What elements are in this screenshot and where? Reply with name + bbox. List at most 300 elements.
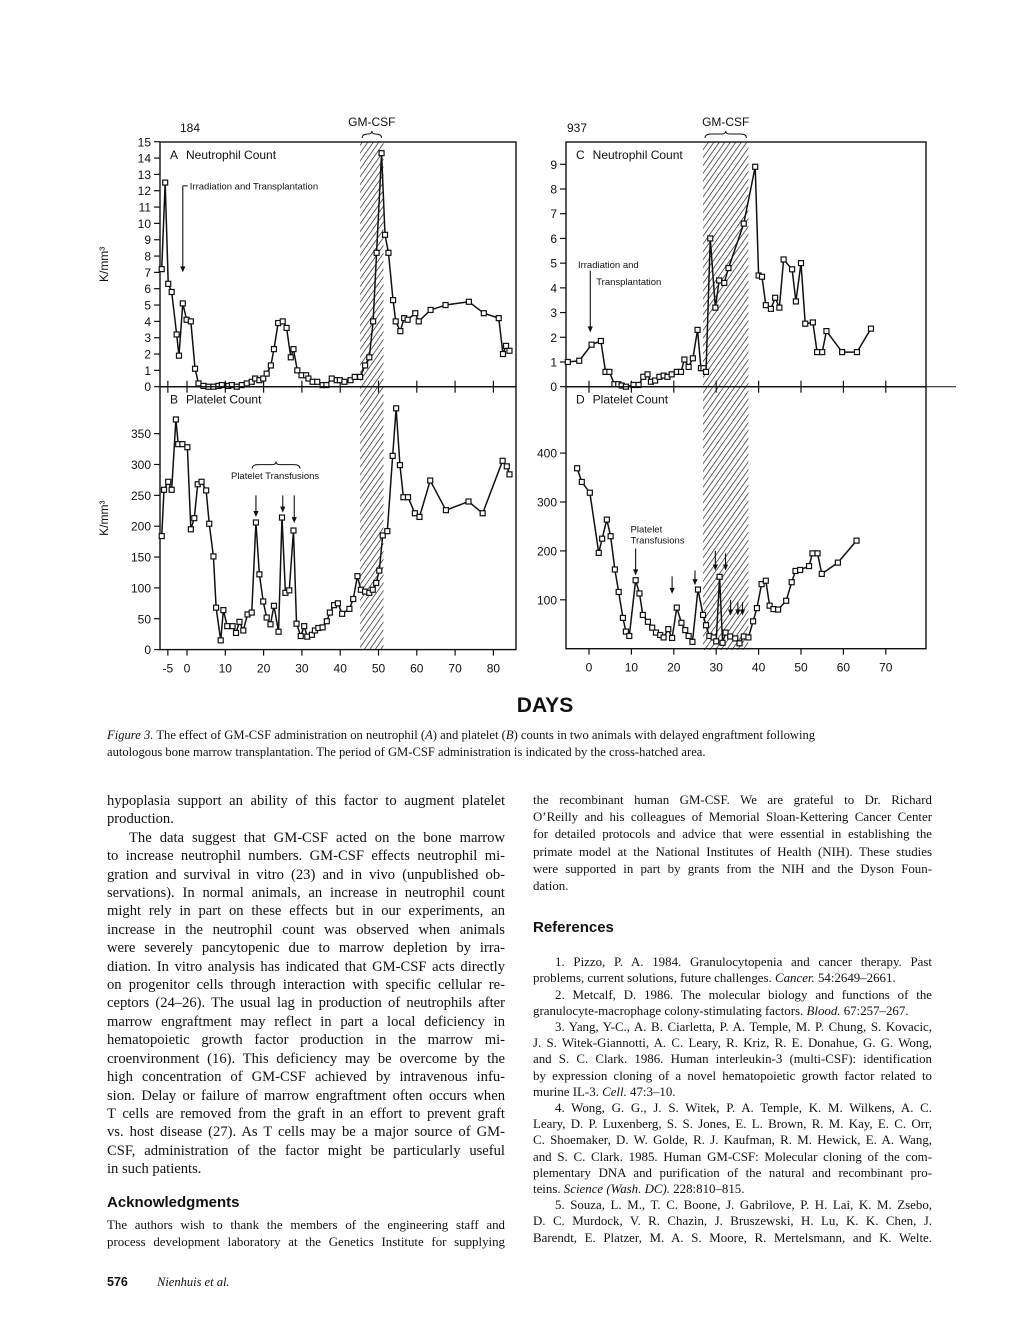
data-point	[645, 619, 650, 624]
data-point	[695, 327, 700, 332]
y-tick-label: 1	[144, 363, 151, 378]
data-point	[173, 417, 178, 422]
paragraph	[107, 792, 505, 829]
data-point	[280, 319, 285, 324]
animal-id: 184	[180, 121, 201, 135]
text-run: 228:810–815.	[670, 1182, 745, 1197]
data-point	[815, 350, 820, 355]
data-point	[298, 634, 303, 639]
text-line	[533, 826, 932, 843]
annotation-label: Platelet Transfusions	[230, 471, 320, 483]
data-point	[218, 638, 223, 643]
annotation-label: Irradiation and	[577, 259, 639, 271]
y-tick-label: 7	[550, 207, 557, 222]
text-line	[533, 878, 932, 895]
italic-text: Science (Wash. DC).	[563, 1182, 670, 1197]
x-tick-label: 60	[836, 660, 851, 675]
data-point	[633, 578, 638, 583]
text-line	[107, 866, 505, 884]
data-point	[443, 508, 448, 513]
caption-line	[107, 744, 907, 761]
data-point	[565, 359, 570, 364]
data-point	[347, 606, 352, 611]
annotation-label: Platelet	[630, 524, 663, 536]
text-run: and S. C. Clark. 1985. Human GM-CSF: Molecular cloning of the com-	[533, 1149, 932, 1164]
data-point	[737, 641, 742, 646]
text-run: Barendt, E. Platzer, M. A. S. Moore, R. Mertelsmann, and K. Welte.	[533, 1230, 932, 1245]
data-point	[391, 298, 396, 303]
data-point	[713, 305, 718, 310]
text-run: plementary DNA and purification of the natural and recombinant pro-	[533, 1165, 932, 1180]
data-point	[575, 466, 580, 471]
y-tick-label: 2	[550, 330, 557, 345]
panel-title-D	[576, 393, 669, 407]
data-point	[753, 164, 758, 169]
y-tick-label: 6	[144, 282, 151, 297]
data-point	[759, 274, 764, 279]
y-tick-label: 400	[536, 446, 557, 461]
y-tick-label: 5	[550, 256, 557, 271]
text-run: granulocyte-macrophage colony-stimulating factors.	[533, 1003, 807, 1018]
text-run: were supported in part by grants from the NIH and the Dyson Foun-	[533, 861, 932, 876]
text-run: The authors wish to thank the members of the engineering staff and	[107, 1217, 505, 1232]
transfusion-brace	[252, 462, 300, 469]
data-point	[192, 516, 197, 521]
reference-entry	[533, 954, 932, 986]
data-point	[854, 350, 859, 355]
data-point	[264, 371, 269, 376]
text-line	[533, 1213, 932, 1229]
text-line	[107, 994, 505, 1012]
data-point	[810, 320, 815, 325]
text-run: autologous bone marrow transplantation. The period of GM-CSF administration is indicated by the cross-hatched area.	[107, 745, 706, 759]
data-point	[840, 350, 845, 355]
data-point	[443, 303, 448, 308]
data-point	[661, 635, 666, 640]
text-line	[533, 1068, 932, 1084]
italic-text: Cancer.	[775, 971, 815, 986]
data-point	[249, 610, 254, 615]
data-point	[640, 612, 645, 617]
text-run: The effect of GM-CSF administration on neutrophil (	[153, 728, 426, 742]
reference-entry	[533, 1100, 932, 1197]
data-point	[302, 624, 307, 629]
y-tick-label: 4	[550, 281, 557, 296]
text-run: murine IL-3.	[533, 1084, 603, 1099]
running-author: Nienhuis et al.	[156, 1275, 230, 1289]
text-line	[107, 847, 505, 865]
text-run: O’Reilly and his colleagues of Memorial Sloan-Kettering Cancer Center	[533, 810, 932, 825]
panel-letter: C	[576, 148, 585, 162]
data-point	[754, 606, 759, 611]
data-point	[690, 639, 695, 644]
data-point	[417, 514, 422, 519]
text-line	[533, 1084, 932, 1100]
y-tick-label: 350	[130, 427, 151, 442]
y-tick-label: 10	[137, 216, 151, 231]
data-point	[741, 221, 746, 226]
data-point	[291, 347, 296, 352]
data-point	[627, 633, 632, 638]
y-tick-label: 0	[144, 643, 151, 658]
data-point	[674, 605, 679, 610]
data-point	[690, 356, 695, 361]
data-point	[728, 634, 733, 639]
data-point	[481, 311, 486, 316]
text-run: 67:257–267.	[840, 1003, 909, 1018]
text-line	[533, 844, 932, 861]
text-run: marrow engraftment may reflect in part a local deficiency in	[107, 1013, 505, 1030]
y-tick-label: 4	[144, 314, 151, 329]
x-tick-label: 70	[448, 661, 462, 676]
data-point	[176, 353, 181, 358]
x-tick-label: 80	[486, 661, 501, 676]
data-point	[598, 338, 603, 343]
data-point	[405, 317, 410, 322]
data-point	[722, 280, 727, 285]
caption-line	[107, 727, 907, 744]
y-tick-label: 100	[536, 593, 557, 608]
data-point	[704, 623, 709, 628]
data-point	[351, 597, 356, 602]
data-point	[214, 605, 219, 610]
text-line	[107, 810, 505, 828]
data-point	[717, 278, 722, 283]
data-point	[261, 599, 266, 604]
x-tick-label: 30	[295, 661, 309, 676]
irradiation-arrow-head	[180, 266, 185, 272]
x-tick-label: 60	[410, 661, 424, 676]
paragraph	[107, 829, 505, 1179]
y-tick-label: 100	[130, 581, 151, 596]
data-point	[682, 357, 687, 362]
y-tick-label: 1	[550, 355, 557, 370]
text-run: The data suggest that GM-CSF acted on the bone marrow	[129, 829, 505, 846]
data-point	[701, 612, 706, 617]
gmcsf-hatched-period	[703, 142, 748, 650]
text-line	[533, 987, 932, 1003]
data-point	[726, 266, 731, 271]
data-point	[500, 458, 505, 463]
data-point	[390, 453, 395, 458]
data-point	[587, 490, 592, 495]
data-point	[315, 379, 320, 384]
data-point	[358, 374, 363, 379]
paragraph	[533, 792, 932, 895]
text-run: 2. Metcalf, D. 1986. The molecular biology and functions of the	[555, 987, 932, 1002]
panel-frame-A	[160, 142, 516, 387]
gmcsf-brace	[705, 131, 746, 138]
gmcsf-label: GM-CSF	[702, 115, 750, 129]
panel-title-A	[170, 148, 277, 162]
text-run: by expression cloning of a novel hematopoietic growth factor related to	[533, 1068, 932, 1083]
data-point	[507, 472, 512, 477]
data-point	[733, 636, 738, 641]
panel-title-text: Neutrophil Count	[186, 148, 277, 162]
data-point	[776, 607, 781, 612]
data-point	[284, 325, 289, 330]
text-run: 1. Pizzo, P. A. 1984. Granulocytopenia and cancer therapy. Past	[555, 955, 932, 970]
y-tick-label: 5	[144, 298, 151, 313]
data-point	[230, 624, 235, 629]
text-run: croenvironment (16). This deficiency may be overcome by the	[107, 1050, 505, 1067]
data-point	[720, 640, 725, 645]
y-tick-label: 13	[137, 167, 151, 182]
x-tick-label: -5	[162, 661, 174, 676]
text-line	[107, 884, 505, 902]
data-point	[466, 299, 471, 304]
text-line	[107, 1068, 505, 1086]
data-point	[324, 619, 329, 624]
panel-title-text: Platelet Count	[592, 392, 669, 407]
annotation-label: Irradiation and Transplantation	[189, 181, 319, 193]
transfusion-arrow-head	[588, 326, 593, 332]
y-tick-label: 9	[144, 233, 151, 248]
text-line	[107, 1105, 505, 1123]
data-point	[773, 295, 778, 300]
data-point	[763, 578, 768, 583]
data-point	[221, 608, 226, 613]
y-tick-label: 7	[144, 265, 151, 280]
data-point	[799, 261, 804, 266]
data-point	[577, 358, 582, 363]
paragraph	[107, 1217, 505, 1251]
data-point	[669, 372, 674, 377]
text-line	[107, 958, 505, 976]
data-point	[188, 319, 193, 324]
data-point	[686, 633, 691, 638]
text-line	[107, 976, 505, 994]
data-point	[169, 289, 174, 294]
data-point	[394, 406, 399, 411]
x-tick-label: 0	[183, 661, 191, 676]
data-point	[589, 342, 594, 347]
data-point	[264, 615, 269, 620]
data-point	[504, 343, 509, 348]
data-point	[798, 567, 803, 572]
panel-letter: B	[170, 392, 179, 407]
x-tick-label: 20	[256, 661, 271, 676]
text-line	[533, 1116, 932, 1132]
text-run: high concentration of GM-CSF achieved by intravenous infu-	[107, 1069, 505, 1086]
data-point	[428, 307, 433, 312]
italic-text: B	[505, 728, 514, 742]
data-point	[650, 625, 655, 630]
panel-letter: A	[170, 148, 179, 162]
text-line	[107, 1234, 505, 1251]
y-tick-label: 3	[144, 331, 151, 346]
x-tick-label: 0	[585, 660, 593, 675]
data-point	[363, 363, 368, 368]
data-point	[704, 369, 709, 374]
data-point	[683, 628, 688, 633]
text-run: T cells are removed from the graft in an effort to prevent graft	[107, 1105, 505, 1122]
data-point	[201, 383, 206, 388]
text-line	[107, 1217, 505, 1234]
data-point	[666, 627, 671, 632]
data-point	[271, 603, 276, 608]
data-point	[268, 622, 273, 627]
text-line	[107, 902, 505, 920]
y-tick-label: 3	[550, 306, 557, 321]
text-run: teins.	[533, 1182, 564, 1197]
data-point	[287, 588, 292, 593]
text-line	[533, 809, 932, 826]
data-point	[320, 625, 325, 630]
text-run: for detailed protocols and advice that were essential in establishing the	[533, 827, 932, 842]
data-point	[234, 630, 239, 635]
page-number: 576	[107, 1275, 128, 1289]
data-point	[763, 303, 768, 308]
data-point	[374, 580, 379, 585]
text-run: might rely in part on these effects but in our experiments, an	[107, 903, 505, 920]
text-run: vs. host disease (27). As T cells may be a major source of GM-	[107, 1124, 505, 1141]
text-run: 5. Souza, L. M., T. C. Boone, J. Gabrilove, P. H. Lai, K. M. Zsebo,	[555, 1198, 932, 1213]
text-run: dation.	[533, 879, 569, 894]
data-point	[393, 319, 398, 324]
data-point	[596, 550, 601, 555]
text-line	[533, 1181, 932, 1197]
data-point	[385, 529, 390, 534]
y-axis-label: K/mm³	[97, 500, 111, 536]
data-point	[824, 329, 829, 334]
left-text-column	[107, 792, 505, 1251]
text-run: hypoplasia support an ability of this factor to augment platelet	[107, 793, 505, 809]
data-point	[211, 554, 216, 559]
data-point	[268, 363, 273, 368]
text-line	[107, 1013, 505, 1031]
y-tick-label: 12	[137, 184, 151, 199]
text-run: production.	[107, 811, 174, 828]
data-point	[416, 319, 421, 324]
text-line	[533, 1132, 932, 1148]
data-point	[637, 591, 642, 596]
y-tick-label: 14	[137, 151, 151, 166]
data-point	[768, 306, 773, 311]
text-line	[533, 1197, 932, 1213]
data-point	[810, 551, 815, 556]
data-point	[379, 151, 384, 156]
y-tick-label: 8	[144, 249, 151, 264]
data-point	[294, 621, 299, 626]
data-point	[180, 442, 185, 447]
panel-letter: D	[576, 392, 585, 407]
text-run: increase in the neutrophil count was observed when animals	[107, 921, 505, 938]
data-point	[854, 538, 859, 543]
data-point	[253, 520, 258, 525]
text-run: 4. Wong, G. G., J. S. Witek, P. A. Temple, K. M. Wilkens, A. C.	[555, 1101, 932, 1116]
text-line	[533, 954, 932, 970]
transfusion-arrow-head	[292, 517, 297, 523]
text-run: Leary, D. P. Luxenberg, S. S. Jones, E. L. Brown, R. M. Kay, E. C. Orr,	[533, 1117, 932, 1132]
italic-text: A	[425, 728, 433, 742]
y-tick-label: 0	[144, 380, 151, 395]
text-line	[533, 1149, 932, 1165]
text-run: ) and platelet (	[432, 728, 506, 742]
text-line	[533, 792, 932, 809]
text-line	[107, 1050, 505, 1068]
data-point	[276, 629, 281, 634]
data-point	[607, 369, 612, 374]
text-line	[107, 939, 505, 957]
text-line	[107, 921, 505, 939]
text-run: CSF, administration of the factor might be particularly useful	[107, 1142, 505, 1159]
data-point	[288, 355, 293, 360]
text-run: to increase neutrophil numbers. GM-CSF effects neutrophil mi-	[107, 848, 505, 865]
transfusion-arrow-head	[253, 511, 258, 517]
data-point	[413, 311, 418, 316]
panel-title-text: Platelet Count	[186, 392, 262, 407]
y-tick-label: 15	[137, 135, 151, 150]
x-tick-label: 40	[751, 660, 766, 675]
text-run: 47:3–10.	[626, 1084, 676, 1099]
text-line	[533, 1230, 932, 1246]
data-point	[185, 445, 190, 450]
data-point	[507, 348, 512, 353]
y-tick-label: 0	[550, 380, 557, 395]
text-run: ) counts in two animals with delayed engraftment following	[513, 728, 816, 742]
data-point	[405, 495, 410, 500]
data-point	[261, 376, 266, 381]
annotation-label: Transfusions	[630, 535, 685, 547]
data-point	[166, 281, 171, 286]
data-point	[374, 250, 379, 255]
data-point	[612, 567, 617, 572]
data-point	[329, 376, 334, 381]
panel-title-B	[170, 393, 262, 407]
text-run: C. Shoemaker, D. W. Golde, R. J. Kaufman, R. M. Hewick, E. A. Wang,	[533, 1133, 932, 1148]
data-point	[579, 479, 584, 484]
animal-id: 937	[567, 121, 588, 135]
data-point	[751, 619, 756, 624]
data-point	[367, 355, 372, 360]
transfusion-arrow-head	[692, 579, 697, 585]
text-line	[107, 1160, 505, 1178]
text-run: diation. In vitro analysis has indicated that GM-CSF acts directly	[107, 958, 505, 975]
section-heading: References	[533, 919, 614, 937]
data-point	[370, 587, 375, 592]
data-point	[777, 305, 782, 310]
text-line	[107, 1031, 505, 1049]
y-tick-label: 150	[130, 550, 151, 565]
text-line	[533, 1003, 932, 1019]
data-point	[868, 326, 873, 331]
data-point	[398, 329, 403, 334]
data-point	[188, 527, 193, 532]
data-point	[790, 267, 795, 272]
data-point	[166, 479, 171, 484]
text-run: the recombinant human GM-CSF. We are grateful to Dr. Richard	[533, 793, 932, 807]
text-line	[533, 1051, 932, 1067]
data-point	[169, 487, 174, 492]
data-point	[604, 517, 609, 522]
data-point	[180, 301, 185, 306]
data-point	[295, 368, 300, 373]
text-run: in such patients.	[107, 1161, 202, 1178]
transfusion-arrow-head	[633, 569, 638, 575]
x-tick-label: 70	[879, 660, 893, 675]
data-point	[355, 574, 360, 579]
data-point	[271, 347, 276, 352]
x-tick-label: 50	[371, 661, 386, 676]
data-point	[279, 515, 284, 520]
x-tick-label: 20	[667, 660, 681, 675]
data-point	[803, 321, 808, 326]
data-point	[207, 521, 212, 526]
transfusion-arrow-head	[280, 507, 285, 513]
text-run: primate model at the National Institutes of Health (NIH). These studies	[533, 844, 932, 859]
text-run: and S. C. Clark. 1986. Human interleukin-3 (multi-CSF): identification	[533, 1052, 932, 1067]
